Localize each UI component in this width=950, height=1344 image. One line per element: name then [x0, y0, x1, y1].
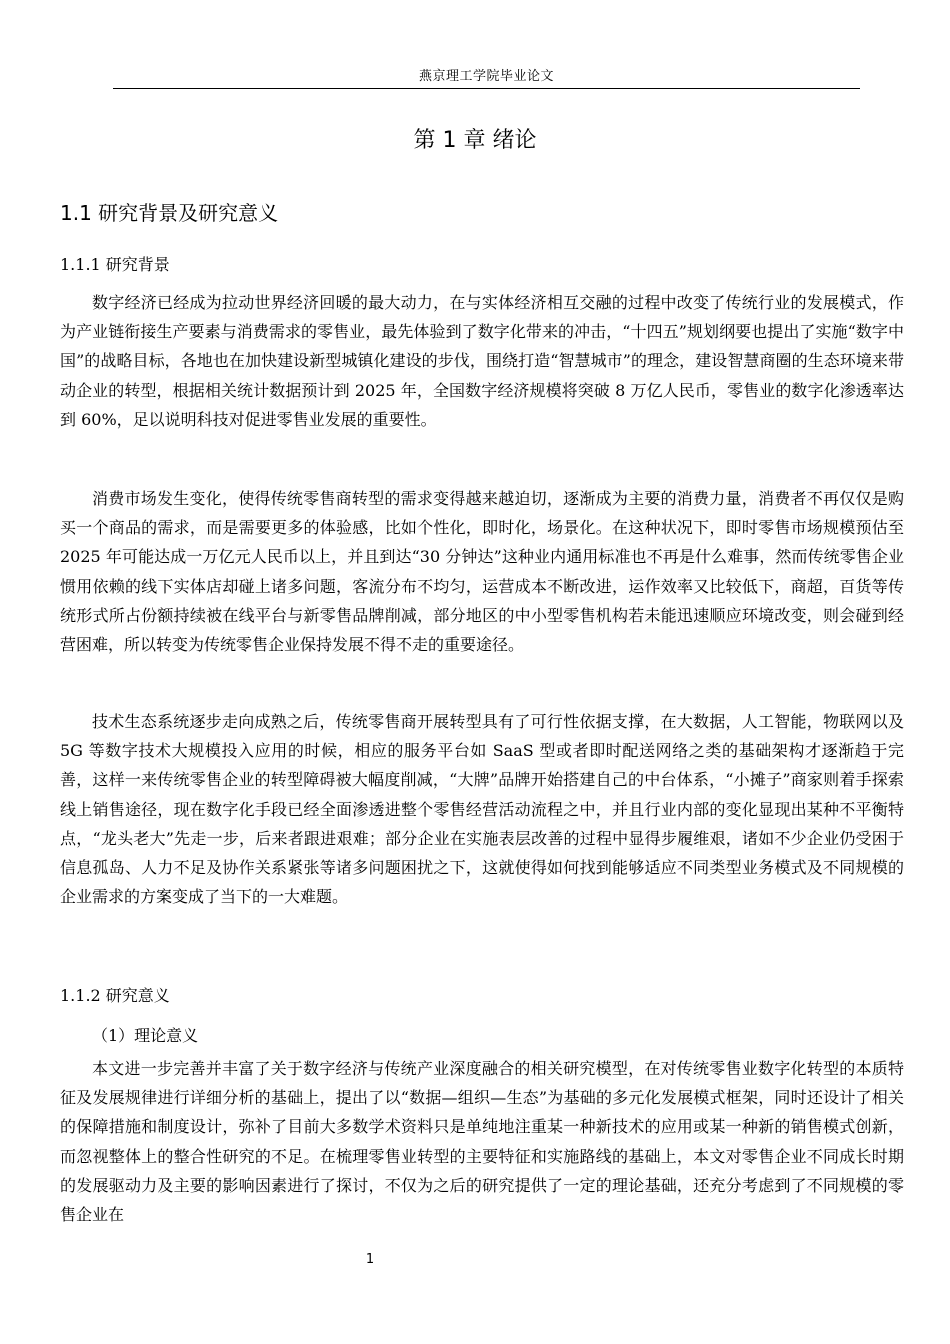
subsection-title-significance: 1.1.2 研究意义 — [60, 986, 170, 1005]
running-header: 燕京理工学院毕业论文 — [418, 69, 554, 84]
chapter-title: 第 1 章 绪论 — [413, 128, 537, 153]
paragraph-consumer-market: 消费市场发生变化，使得传统零售商转型的需求变得越来越迫切，逐渐成为主要的消费力量，消费者不再仅仅是购买一个商品的需求，而是需要更多的体验感，比如个性化，即时化，场景化。在这种状况下，即时零售市场规模预估至 2025 年可能达成一万亿元人民币以上，并且到达“30 分钟达”这种业内通用标准也不再是什么难事，然而传统零售企业惯用依赖的线下实体店却碰上诸多问题，客流分布不均匀，运营成本不断改进，运作效率又比较低下，商超，百货等传统形式所占份额持续被在线平台与新零售品牌削减，部分地区的中小型零售机构若未能迅速顺应环境改变，则会碰到经营困难，所以转变为传统零售企业保持发展不得不走的重要途径。 — [60, 489, 904, 655]
section-title: 1.1 研究背景及研究意义 — [60, 201, 279, 225]
header-rule — [113, 88, 860, 89]
paragraph-theoretical-significance: 本文进一步完善并丰富了关于数字经济与传统产业深度融合的相关研究模型，在对传统零售业数字化转型的本质特征及发展规律进行详细分析的基础上，提出了以“数据—组织—生态”为基础的多元化发展模式框架，同时还设计了相关的保障措施和制度设计，弥补了目前大多数学术资料只是单纯地注重某一种新技术的应用或某一种新的销售模式创新，而忽视整体上的整合性研究的不足。在梳理零售业转型的主要特征和实施路线的基础上，本文对零售企业不同成长时期的发展驱动力及主要的影响因素进行了探讨，不仅为之后的研究提供了一定的理论基础，还充分考虑到了不同规模的零售企业在 — [60, 1059, 904, 1225]
paragraph-tech-ecosystem: 技术生态系统逐步走向成熟之后，传统零售商开展转型具有了可行性依据支撑，在大数据，人工智能，物联网以及 5G 等数字技术大规模投入应用的时候，相应的服务平台如 SaaS 型或者即时配送网络之类的基础架构才逐渐趋于完善，这样一来传统零售企业的转型障碍被大幅度削减，“大牌”品牌开始搭建自己的中台体系，“小摊子”商家则着手探索线上销售途径，现在数字化手段已经全面渗透进整个零售经营活动流程之中，并且行业内部的变化显现出某种不平衡特点，“龙头老大”先走一步，后来者跟进艰难；部分企业在实施表层改善的过程中显得步履维艰，诸如不少企业仍受困于信息孤岛、人力不足及协作关系紧张等诸多问题困扰之下，这就使得如何找到能够适应不同类型业务模式及不同规模的企业需求的方案变成了当下的一大难题。 — [60, 712, 904, 907]
subsection-title-background: 1.1.1 研究背景 — [60, 255, 170, 274]
item-title-theoretical: （1）理论意义 — [92, 1026, 199, 1045]
page-number: 1 — [365, 1252, 375, 1267]
paragraph-digital-economy: 数字经济已经成为拉动世界经济回暖的最大动力，在与实体经济相互交融的过程中改变了传统行业的发展模式，作为产业链衔接生产要素与消费需求的零售业，最先体验到了数字化带来的冲击，“十四五”规划纲要也提出了实施“数字中国”的战略目标，各地也在加快建设新型城镇化建设的步伐，围绕打造“智慧城市”的理念，建设智慧商圈的生态环境来带动企业的转型，根据相关统计数据预计到 2025 年，全国数字经济规模将突破 8 万亿人民币，零售业的数字化渗透率达到 60%，足以说明科技对促进零售业发展的重要性。 — [60, 293, 904, 429]
